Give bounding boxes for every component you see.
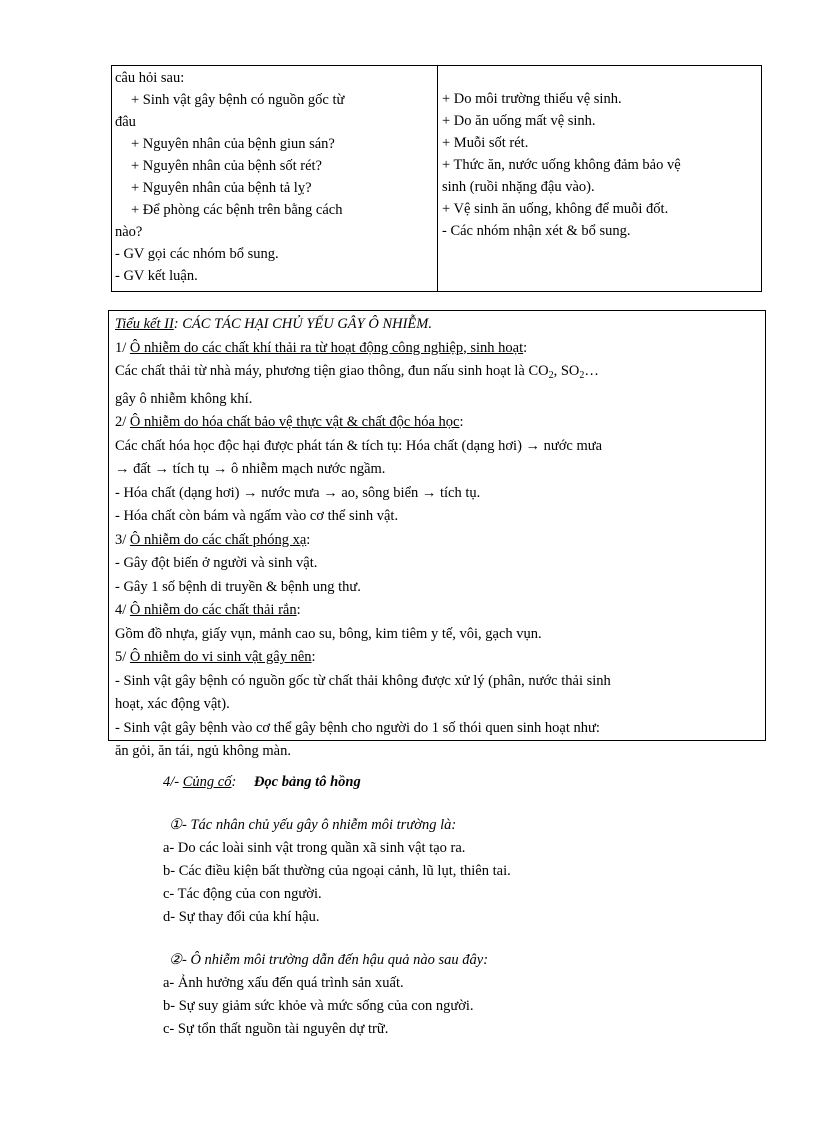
summary-title: Tiểu kết II: CÁC TÁC HẠI CHỦ YẾU GÂY Ô NHIỄM. (115, 316, 432, 332)
section-heading: 4/ Ô nhiễm do các chất thải rắn: (115, 602, 301, 618)
answer-option: a- Ảnh hưởng xấu đến quá trình sản xuất. (163, 975, 404, 991)
section-text: - Sinh vật gây bệnh vào cơ thể gây bệnh cho người do 1 số thói quen sinh hoạt như: (115, 719, 600, 736)
answer-option: a- Do các loài sinh vật trong quần xã sinh vật tạo ra. (163, 840, 466, 856)
review-heading: 4/- Củng cố: Đọc bảng tô hồng (163, 774, 361, 790)
answer-option: b- Các điều kiện bất thường của ngoại cảnh, lũ lụt, thiên tai. (163, 863, 511, 879)
table-right-line: sinh (ruồi nhặng đậu vào). (442, 179, 595, 195)
review-section (163, 771, 763, 1041)
answer-option: d- Sự thay đổi của khí hậu. (163, 909, 320, 925)
table-left-line: - GV gọi các nhóm bổ sung. (115, 246, 279, 262)
teacher-column (112, 66, 438, 291)
section-heading: 3/ Ô nhiễm do các chất phóng xạ: (115, 531, 311, 548)
section-text: ăn gỏi, ăn tái, ngủ không màn. (115, 743, 291, 759)
section-heading: 2/ Ô nhiễm do hóa chất bảo vệ thực vật & chất độc hóa học: (115, 414, 464, 430)
section-heading: 5/ Ô nhiễm do vi sinh vật gây nên: (115, 649, 316, 665)
summary-box (108, 310, 766, 759)
section-text: Các chất thải từ nhà máy, phương tiện giao thông, đun nấu sinh hoạt là $CO_2$, $SO_2\dots$ (115, 363, 599, 381)
table-left-line: câu hỏi sau: (115, 70, 185, 86)
table-left-line: nào? (115, 224, 143, 240)
answer-option: b- Sự suy giảm sức khỏe và mức sống của con người. (163, 998, 474, 1014)
answer-option: c- Sự tổn thất nguồn tài nguyên dự trữ. (163, 1021, 389, 1037)
table-right-line: + Do ăn uống mất vệ sinh. (442, 113, 596, 129)
table-left-line: + Nguyên nhân của bệnh giun sán? (131, 136, 335, 152)
section-text: - Hóa chất (dạng hơi) → nước mưa → ao, sông biển → tích tụ. (115, 484, 481, 501)
section-heading: 1/ Ô nhiễm do các chất khí thải ra từ hoạt động công nghiệp, sinh hoạt: (115, 339, 528, 356)
table-right-line: + Do môi trường thiếu vệ sinh. (442, 91, 622, 107)
student-column (438, 66, 761, 291)
table-right-line: + Muỗi sốt rét. (442, 135, 529, 151)
table-left-line: + Để phòng các bệnh trên bằng cách (131, 202, 343, 218)
question-1: ①- Tác nhân chủ yếu gây ô nhiễm môi trường là: (169, 817, 457, 833)
question-2: ②- Ô nhiễm môi trường dẫn đến hậu quả nào sau đây: (169, 952, 489, 968)
section-text: - Hóa chất còn bám và ngấm vào cơ thể sinh vật. (115, 508, 399, 524)
section-text: - Gây đột biến ở người và sinh vật. (115, 555, 318, 571)
table-right-line: + Vệ sinh ăn uống, không để muỗi đốt. (442, 201, 669, 217)
table-right-line: - Các nhóm nhận xét & bổ sung. (442, 223, 631, 239)
table-left-line: - GV kết luận. (115, 268, 198, 284)
section-text: Các chất hóa học độc hại được phát tán & tích tụ: Hóa chất (dạng hơi) → nước mưa (115, 437, 603, 454)
section-text: gây ô nhiễm không khí. (115, 390, 253, 407)
table-left-line: + Sinh vật gây bệnh có nguồn gốc từ (131, 92, 345, 108)
answer-option: c- Tác động của con người. (163, 886, 322, 902)
section-text: Gồm đồ nhựa, giấy vụn, mảnh cao su, bông, kim tiêm y tế, vôi, gạch vụn. (115, 625, 542, 642)
table-right-line: + Thức ăn, nước uống không đảm bảo vệ (442, 157, 681, 173)
activity-table (111, 65, 762, 292)
section-text: - Gây 1 số bệnh di truyền & bệnh ung thư. (115, 578, 361, 595)
section-text: - Sinh vật gây bệnh có nguồn gốc từ chất thải không được xử lý (phân, nước thải sinh (115, 672, 611, 689)
table-left-line: + Nguyên nhân của bệnh tả lỵ? (131, 180, 312, 196)
section-text: hoạt, xác động vật). (115, 696, 230, 712)
table-left-line: + Nguyên nhân của bệnh sốt rét? (131, 158, 322, 174)
table-left-line: đâu (115, 114, 136, 130)
section-text: → đất → tích tụ → ô nhiễm mạch nước ngầm. (115, 461, 386, 477)
